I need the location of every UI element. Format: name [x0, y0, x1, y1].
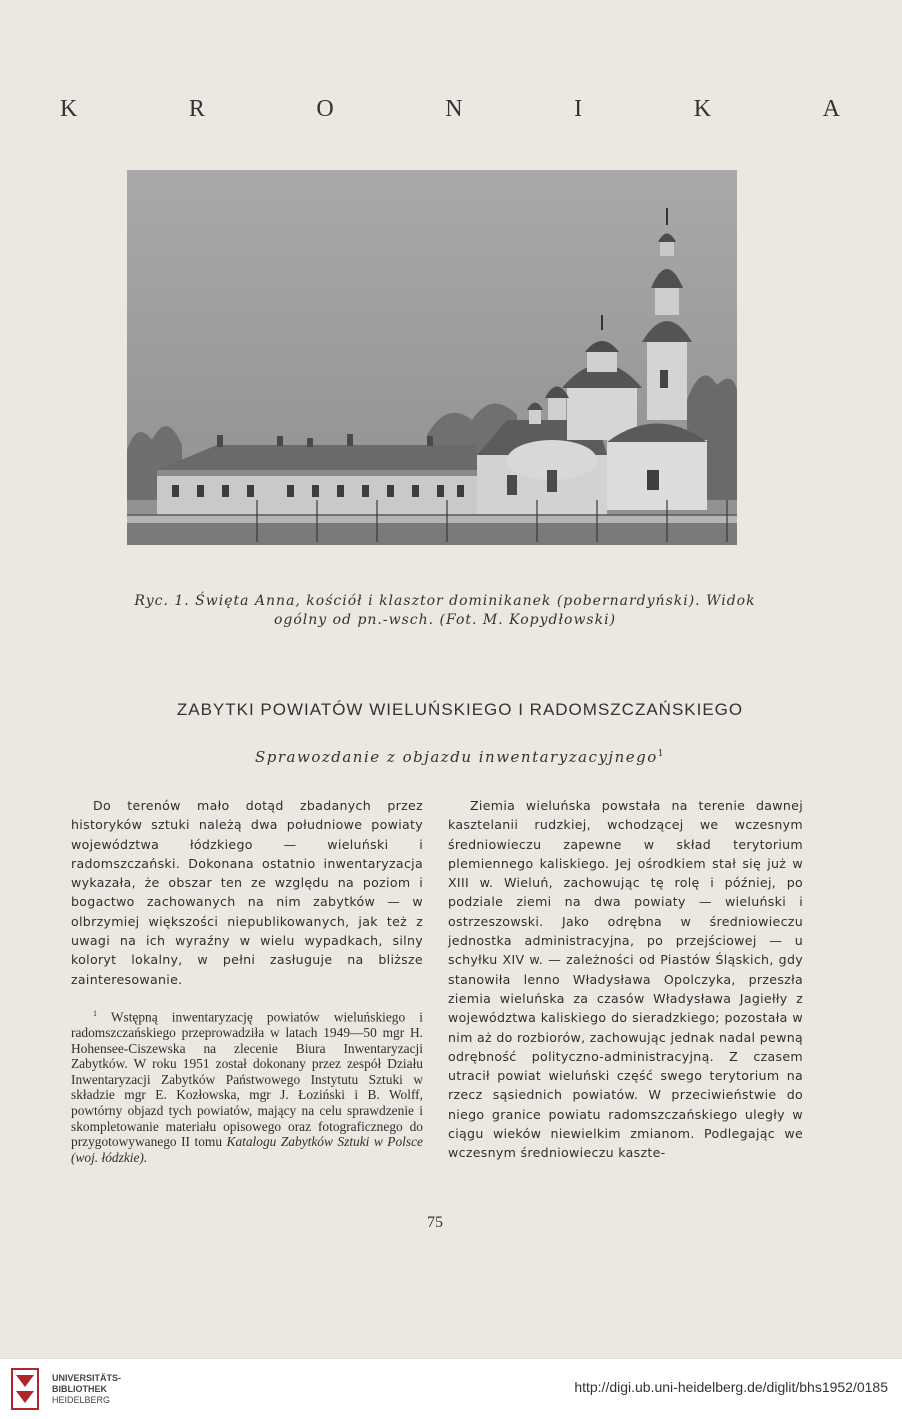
article-subtitle	[60, 748, 860, 766]
left-column	[71, 796, 423, 989]
header-letter: N	[445, 96, 463, 122]
library-logo-icon[interactable]	[10, 1367, 40, 1411]
caption-line: ogólny od pn.-wsch. (Fot. M. Kopydłowski)	[273, 612, 617, 628]
footnote	[71, 1006, 423, 1165]
permalink-url[interactable]: http://digi.ub.uni-heidelberg.de/diglit/bhs1952/0185	[574, 1379, 888, 1395]
body-paragraph: Do terenów mało dotąd zbadanych przez historyków sztuki należą dwa południowe powiaty województwa łódzkiego — wieluński i radomszczański. Dokonana ostatnio inwentaryzacja wykazała, że obszar ten ze względu na poziom i bogactwo zachowanych na nim zabytków — w olbrzymiej większości niepublikowanych, jak też z uwagi na ich wyraźny w wielu wypadkach, silny koloryt lokalny, w pełni zasługuje na bliższe zainteresowanie.	[71, 798, 423, 987]
right-column	[448, 796, 803, 1163]
header-letter: O	[316, 96, 334, 122]
church-illustration	[127, 170, 737, 545]
header-letter: A	[822, 96, 840, 122]
header-letter: K	[60, 96, 78, 122]
header-letter: K	[693, 96, 712, 122]
church-photograph	[127, 170, 737, 545]
footnote-italic-title: Katalogu Zabytków Sztuki w Polsce (woj. łódzkie).	[71, 1134, 423, 1165]
section-header	[60, 96, 840, 123]
library-line: HEIDELBERG	[52, 1395, 111, 1405]
footnote-text: Wstępną inwentaryzację powiatów wieluńskiego i radomszczańskiego przeprowadziła w latach 1949—50 mgr H. Hohensee-Ciszewska na zlecenie Biura Inwentaryzacji Zabytków. W roku 1951 został dokonany przez zespół Działu Inwentaryzacji Zabytków Państwowego Instytutu Sztuki w składzie mgr E. Kozłowska, mgr J. Łoziński i B. Wolff, powtórny objazd tych powiatów, mający na celu sprawdzenie i skompletowanie materiału opisowego oraz fotograficznego do przygotowywanego II tomu	[71, 1009, 423, 1150]
figure-caption	[130, 592, 760, 630]
subtitle-text: Sprawozdanie z objazdu inwentaryzacyjnego	[255, 748, 658, 766]
footnote-reference[interactable]: 1	[657, 749, 665, 759]
body-paragraph: Ziemia wieluńska powstała na terenie dawnej kasztelanii rudzkiej, wchodzącej we wczesnym średniowieczu zapewne w skład terytorium plemiennego kaliskiego. Jej ośrodkiem stał się już w XIII w. Wieluń, zachowując tę rolę i później, po podziale ziemi na dwa powiaty — wieluński i ostrzeszowski. Jako odrębna w średniowieczu jednostka administracyjna, po przejściowej — u schyłku XIV w. — zależności od Piastów Śląskich, gdy stanowiła lenno Władysława Opolczyka, przeszła ziemia wieluńska za czasów Władysława Jagiełły z województwa kaliskiego do sieradzkiego; pozostała w nim aż do rozbiorów, zachowując jednak nadal pewną odrębność polityczno-administracyjną. Z czasem utracił powiat wieluński część swego terytorium na rzecz sąsiednich powiatów. W przeciwieństwie do niego granice powiatu radomszczańskiego uległy w ciągu wieków niewielkim zmianom. Podlegając we wczesnym średniowieczu kaszte-	[448, 798, 803, 1161]
header-letter: I	[574, 96, 583, 122]
header-letter: R	[188, 96, 205, 122]
footnote-mark: 1	[93, 1009, 97, 1018]
page-number: 75	[427, 1214, 443, 1231]
digital-library-footer	[0, 1358, 902, 1419]
library-line: BIBLIOTHEK	[52, 1384, 107, 1394]
article-title: ZABYTKI POWIATÓW WIELUŃSKIEGO I RADOMSZCZAŃSKIEGO	[176, 700, 744, 719]
library-name	[52, 1373, 121, 1406]
caption-line: Ryc. 1. Święta Anna, kościół i klasztor dominikanek (pobernardyński). Widok	[134, 593, 756, 609]
library-line: UNIVERSITÄTS-	[52, 1373, 122, 1383]
